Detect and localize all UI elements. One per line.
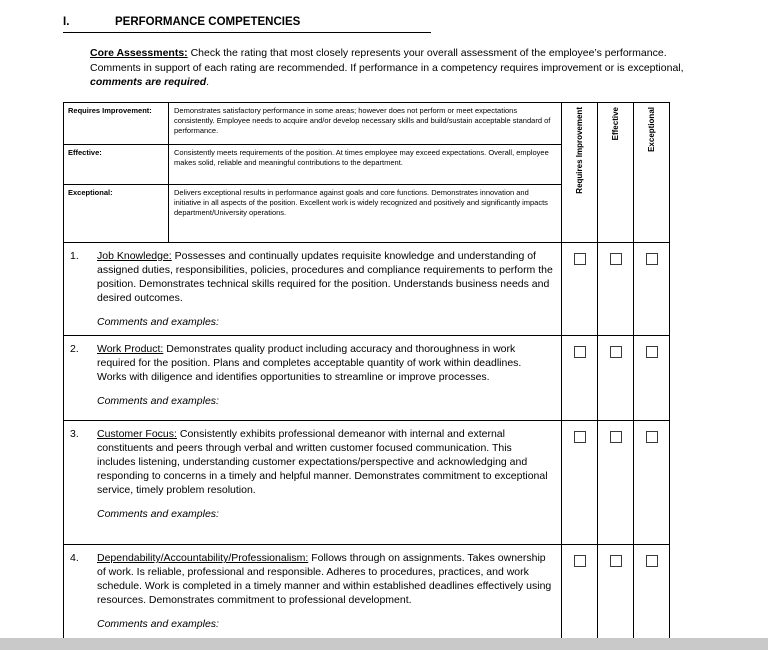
rating-cell-requires-improvement [562, 421, 598, 545]
checkbox-exceptional[interactable] [646, 346, 658, 358]
competency-name: Dependability/Accountability/Professionalism: [97, 552, 309, 565]
competency-row-dependability [64, 545, 670, 642]
competency-cell [64, 336, 562, 421]
column-header-effective [598, 103, 634, 243]
competencies-table [63, 102, 670, 642]
checkbox-exceptional[interactable] [646, 253, 658, 265]
competency-name: Work Product: [97, 343, 164, 356]
checkbox-effective[interactable] [610, 346, 622, 358]
competency-description [97, 428, 553, 497]
competency-body [97, 343, 553, 408]
checkbox-effective[interactable] [610, 431, 622, 443]
checkbox-requires-improvement[interactable] [574, 555, 586, 567]
rating-cell-requires-improvement [562, 243, 598, 336]
column-header-exceptional [634, 103, 670, 243]
competency-number: 2. [70, 343, 79, 356]
section-number: I. [63, 16, 70, 28]
rating-cell-exceptional [634, 421, 670, 545]
competency-row-customer-focus [64, 421, 670, 545]
competency-number: 3. [70, 428, 79, 441]
definition-label: Requires Improvement: [64, 103, 169, 145]
checkbox-effective[interactable] [610, 253, 622, 265]
competency-body [97, 552, 553, 631]
intro-period: . [206, 76, 210, 89]
checkbox-requires-improvement[interactable] [574, 253, 586, 265]
competency-number: 4. [70, 552, 79, 565]
definition-label: Exceptional: [64, 185, 169, 243]
rating-cell-requires-improvement [562, 545, 598, 642]
rating-cell-exceptional [634, 336, 670, 421]
intro-lead: Core Assessments: [90, 47, 188, 59]
checkbox-exceptional[interactable] [646, 555, 658, 567]
competency-description [97, 552, 553, 607]
checkbox-effective[interactable] [610, 555, 622, 567]
comments-label: Comments and examples: [97, 617, 219, 630]
column-header-label: Requires Improvement [575, 107, 584, 194]
competency-name: Customer Focus: [97, 428, 177, 441]
rating-cell-exceptional [634, 243, 670, 336]
definition-text: Consistently meets requirements of the position. At times employee may exceed expectations. Overall, employee makes solid, reliable and meaningful contributions to the department. [169, 145, 562, 185]
checkbox-exceptional[interactable] [646, 431, 658, 443]
competency-body [97, 250, 553, 329]
competency-number: 1. [70, 250, 79, 263]
comments-label: Comments and examples: [97, 315, 219, 328]
competency-name: Job Knowledge: [97, 250, 172, 263]
rating-cell-effective [598, 545, 634, 642]
competency-description-text: Demonstrates quality product including accuracy and thoroughness in work required for the position. Plans and completes acceptable quantity of work within deadlines. Works with diligence and identifies opportunities to streamline or improve processes. [97, 343, 522, 384]
page-edge [0, 638, 768, 650]
intro-body: Check the rating that most closely represents your overall assessment of the employee’s performance. Comments in support of each rating are recommended. If performance in a competency requires improvement or is exceptional, [90, 47, 684, 74]
checkbox-requires-improvement[interactable] [574, 346, 586, 358]
page-title: PERFORMANCE COMPETENCIES [115, 16, 301, 28]
definition-row-requires-improvement [64, 103, 670, 145]
competency-cell [64, 545, 562, 642]
rating-cell-effective [598, 421, 634, 545]
competency-description [97, 250, 553, 305]
competency-description [97, 343, 553, 385]
rating-cell-exceptional [634, 545, 670, 642]
competency-description-text: Consistently exhibits professional demeanor with internal and external constituents and peers through verbal and written customer focused communication. This includes listening, understanding customer expectations/perspective and acknowledging and responding to concerns in a timely and helpful manner. Demonstrates commitment to exceptional service, timely problem resolution. [97, 428, 548, 496]
rating-cell-requires-improvement [562, 336, 598, 421]
rating-cell-effective [598, 336, 634, 421]
definition-label: Effective: [64, 145, 169, 185]
intro-paragraph [90, 46, 712, 90]
comments-label: Comments and examples: [97, 507, 219, 520]
definition-text: Demonstrates satisfactory performance in some areas; however does not perform or meet expectations consistently. Employee needs to acquire and/or develop necessary skills and build/sustain acceptable standard of performance. [169, 103, 562, 145]
rating-cell-effective [598, 243, 634, 336]
competency-description-text: Possesses and continually updates requisite knowledge and understanding of assigned duties, responsibilities, policies, procedures and compliance requirements to perform the position. Demonstrates technical skills required for the position. Understands business needs and desired outcomes. [97, 250, 553, 304]
intro-emphasis: comments are required [90, 76, 207, 89]
competency-cell [64, 421, 562, 545]
section-heading [63, 16, 431, 33]
competency-cell [64, 243, 562, 336]
column-header-requires-improvement [562, 103, 598, 243]
column-header-label: Effective [611, 107, 620, 141]
definition-text: Delivers exceptional results in performance against goals and core functions. Demonstrates innovation and initiative in all aspects of the position. Excellent work is widely recognized and positively and significantly impacts department/University operations. [169, 185, 562, 243]
column-header-label: Exceptional [647, 107, 656, 152]
competency-row-work-product [64, 336, 670, 421]
checkbox-requires-improvement[interactable] [574, 431, 586, 443]
competency-description-text: Follows through on assignments. Takes ownership of work. Is reliable, professional and responsible. Adheres to procedures, practices, and work schedule. Work is completed in a timely manner and within established deadlines effectively using resources. Demonstrates commitment to professional development. [97, 552, 552, 606]
competency-row-job-knowledge [64, 243, 670, 336]
comments-label: Comments and examples: [97, 394, 219, 407]
competency-body [97, 428, 553, 521]
